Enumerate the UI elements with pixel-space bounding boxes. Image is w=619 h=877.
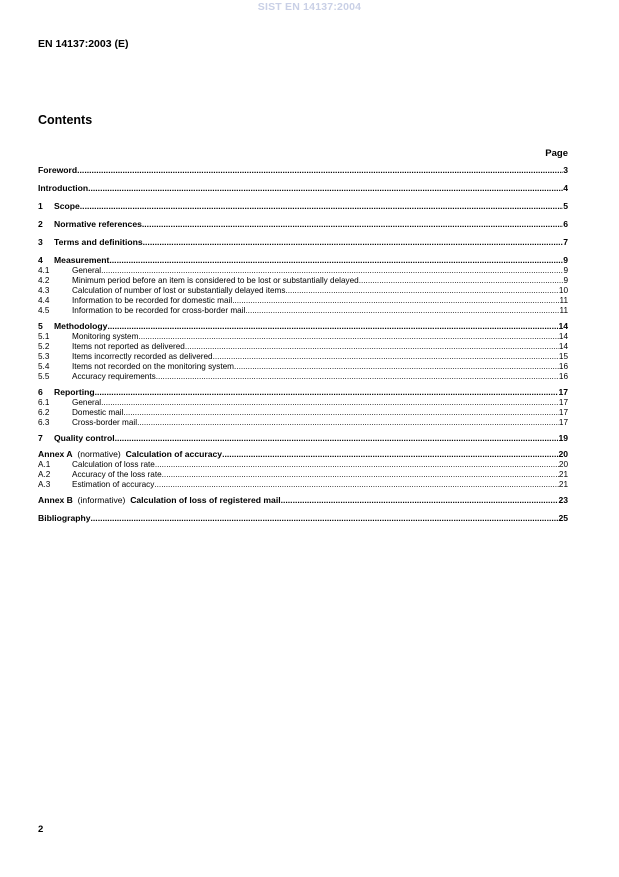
toc-page: 17 xyxy=(558,387,568,397)
annex-label: Annex B xyxy=(38,495,73,505)
toc-leader xyxy=(234,362,559,372)
toc-leader xyxy=(154,480,559,490)
toc-title: Accuracy of the loss rate xyxy=(72,470,162,479)
toc-page: 19 xyxy=(558,433,568,443)
toc-page: 14 xyxy=(558,332,568,341)
toc-title: Calculation of loss rate xyxy=(72,460,155,469)
toc-page: 20 xyxy=(558,460,568,469)
contents-title: Contents xyxy=(38,113,93,127)
toc-entry-5-3[interactable] xyxy=(38,352,568,362)
page-column-header: Page xyxy=(545,148,568,159)
toc-leader xyxy=(107,321,558,332)
toc-title: Foreword xyxy=(38,165,78,175)
toc-entry-a-3[interactable] xyxy=(38,480,568,490)
toc-title: Terms and definitions xyxy=(54,237,143,247)
toc-leader xyxy=(101,266,563,276)
toc-entry-4-5[interactable] xyxy=(38,306,568,316)
toc-entry-terms-definitions[interactable] xyxy=(38,237,568,248)
toc-leader xyxy=(359,276,564,286)
toc-number: 6.2 xyxy=(38,408,50,417)
toc-number: 4.5 xyxy=(38,306,50,315)
toc-leader xyxy=(115,433,559,444)
toc-title: Items not recorded on the monitoring system xyxy=(72,362,235,371)
toc-title: Measurement xyxy=(54,255,110,265)
toc-number: 2 xyxy=(38,219,43,229)
toc-entry-annex-a[interactable] xyxy=(38,449,568,460)
toc-number: 5.4 xyxy=(38,362,50,371)
toc-leader xyxy=(142,219,563,230)
toc-leader xyxy=(91,513,559,524)
toc-title: Domestic mail xyxy=(72,408,124,417)
toc-entry-a-1[interactable] xyxy=(38,460,568,470)
toc-entry-foreword[interactable] xyxy=(38,165,568,176)
annex-title: Calculation of accuracy xyxy=(125,449,223,459)
toc-page: 6 xyxy=(563,219,568,229)
toc-title: Information to be recorded for domestic mail xyxy=(72,296,233,305)
toc-number: A.3 xyxy=(38,480,51,489)
toc-title: Normative references xyxy=(54,219,142,229)
annex-label: Annex A xyxy=(38,449,73,459)
toc-number: 7 xyxy=(38,433,43,443)
toc-page: 5 xyxy=(563,201,568,211)
toc-page: 20 xyxy=(558,449,568,459)
toc-entry-4-4[interactable] xyxy=(38,296,568,306)
toc-title: Items incorrectly recorded as delivered xyxy=(72,352,213,361)
toc-page: 15 xyxy=(558,352,568,361)
toc-title: Cross-border mail xyxy=(72,418,138,427)
toc-page: 7 xyxy=(563,237,568,247)
toc-entry-5-2[interactable] xyxy=(38,342,568,352)
toc-leader xyxy=(88,183,563,194)
toc-title: Minimum period before an item is considered to be lost or substantially delayed xyxy=(72,276,359,285)
toc-leader xyxy=(155,460,559,470)
toc-number: 4.1 xyxy=(38,266,50,275)
toc-title: Monitoring system xyxy=(72,332,139,341)
toc-page: 14 xyxy=(558,342,568,351)
toc-title: Items not reported as delivered xyxy=(72,342,185,351)
toc-entry-6-2[interactable] xyxy=(38,408,568,418)
toc-number: 5.2 xyxy=(38,342,50,351)
table-of-contents xyxy=(38,165,568,524)
toc-leader xyxy=(213,352,559,362)
annex-title: Calculation of loss of registered mail xyxy=(130,495,281,505)
toc-leader xyxy=(101,398,559,408)
watermark: SIST EN 14137:2004 xyxy=(257,1,362,13)
toc-number: 4.2 xyxy=(38,276,50,285)
toc-leader xyxy=(185,342,559,352)
toc-entry-6-1[interactable] xyxy=(38,398,568,408)
toc-leader xyxy=(143,237,564,248)
toc-page: 11 xyxy=(559,296,568,305)
toc-number: 5.5 xyxy=(38,372,50,381)
toc-page: 17 xyxy=(558,398,568,407)
toc-page: 23 xyxy=(558,495,568,505)
toc-page: 4 xyxy=(563,183,568,193)
toc-entry-methodology[interactable] xyxy=(38,321,568,332)
toc-page: 17 xyxy=(558,418,568,427)
toc-title: Introduction xyxy=(38,183,89,193)
toc-page: 21 xyxy=(558,470,568,479)
toc-entry-5-1[interactable] xyxy=(38,332,568,342)
toc-entry-6-3[interactable] xyxy=(38,418,568,428)
toc-title: Accuracy requirements xyxy=(72,372,156,381)
toc-title: Calculation of number of lost or substantially delayed items xyxy=(72,286,286,295)
toc-entry-normative-references[interactable] xyxy=(38,219,568,230)
toc-page: 9 xyxy=(563,276,568,285)
toc-title: Quality control xyxy=(54,433,115,443)
toc-leader xyxy=(285,286,558,296)
toc-number: 6.1 xyxy=(38,398,50,407)
toc-leader xyxy=(95,387,559,398)
toc-entry-4-1[interactable] xyxy=(38,266,568,276)
toc-leader xyxy=(123,408,558,418)
toc-number: A.1 xyxy=(38,460,51,469)
toc-entry-scope[interactable] xyxy=(38,201,568,212)
toc-number: 4.3 xyxy=(38,286,50,295)
toc-leader xyxy=(232,296,559,306)
toc-leader xyxy=(156,372,559,382)
toc-entry-quality-control[interactable] xyxy=(38,433,568,444)
annex-kind: (normative) xyxy=(77,449,121,459)
toc-title: Reporting xyxy=(54,387,95,397)
toc-title: Information to be recorded for cross-border mail xyxy=(72,306,246,315)
toc-number: 4 xyxy=(38,255,43,265)
toc-entry-5-5[interactable] xyxy=(38,372,568,382)
toc-entry-measurement[interactable] xyxy=(38,255,568,266)
toc-title xyxy=(38,449,222,460)
toc-number: 3 xyxy=(38,237,43,247)
toc-page: 25 xyxy=(558,513,568,523)
toc-number: A.2 xyxy=(38,470,51,479)
toc-page: 17 xyxy=(558,408,568,417)
annex-kind: (informative) xyxy=(77,495,126,505)
toc-leader xyxy=(245,306,559,316)
toc-page: 21 xyxy=(558,480,568,489)
toc-leader xyxy=(80,201,563,212)
toc-leader xyxy=(138,332,558,342)
toc-number: 5.3 xyxy=(38,352,50,361)
toc-title: General xyxy=(72,266,102,275)
toc-leader xyxy=(222,449,558,460)
toc-title: Estimation of accuracy xyxy=(72,480,155,489)
toc-page: 10 xyxy=(558,286,568,295)
toc-page: 16 xyxy=(558,362,568,371)
toc-title: Methodology xyxy=(54,321,108,331)
toc-number: 4.4 xyxy=(38,296,50,305)
toc-page: 9 xyxy=(563,266,568,275)
toc-page: 11 xyxy=(559,306,568,315)
toc-leader xyxy=(162,470,559,480)
toc-leader xyxy=(281,495,559,506)
page-number: 2 xyxy=(38,824,44,835)
toc-entry-bibliography[interactable] xyxy=(38,513,568,524)
toc-entry-a-2[interactable] xyxy=(38,470,568,480)
toc-page: 14 xyxy=(558,321,568,331)
toc-leader xyxy=(137,418,559,428)
toc-page: 16 xyxy=(558,372,568,381)
toc-page: 3 xyxy=(563,165,568,175)
toc-page: 9 xyxy=(563,255,568,265)
toc-number: 1 xyxy=(38,201,43,211)
toc-title: Bibliography xyxy=(38,513,91,523)
toc-number: 6 xyxy=(38,387,43,397)
toc-entry-4-2[interactable] xyxy=(38,276,568,286)
toc-entry-introduction[interactable] xyxy=(38,183,568,194)
toc-entry-4-3[interactable] xyxy=(38,286,568,296)
toc-title xyxy=(38,495,281,506)
toc-number: 6.3 xyxy=(38,418,50,427)
toc-entry-5-4[interactable] xyxy=(38,362,568,372)
toc-leader xyxy=(77,165,563,176)
toc-number: 5 xyxy=(38,321,43,331)
toc-number: 5.1 xyxy=(38,332,50,341)
toc-title: General xyxy=(72,398,102,407)
toc-entry-annex-b[interactable] xyxy=(38,495,568,506)
toc-title: Scope xyxy=(54,201,80,211)
toc-leader xyxy=(109,255,563,266)
document-id: EN 14137:2003 (E) xyxy=(38,38,129,50)
toc-entry-reporting[interactable] xyxy=(38,387,568,398)
